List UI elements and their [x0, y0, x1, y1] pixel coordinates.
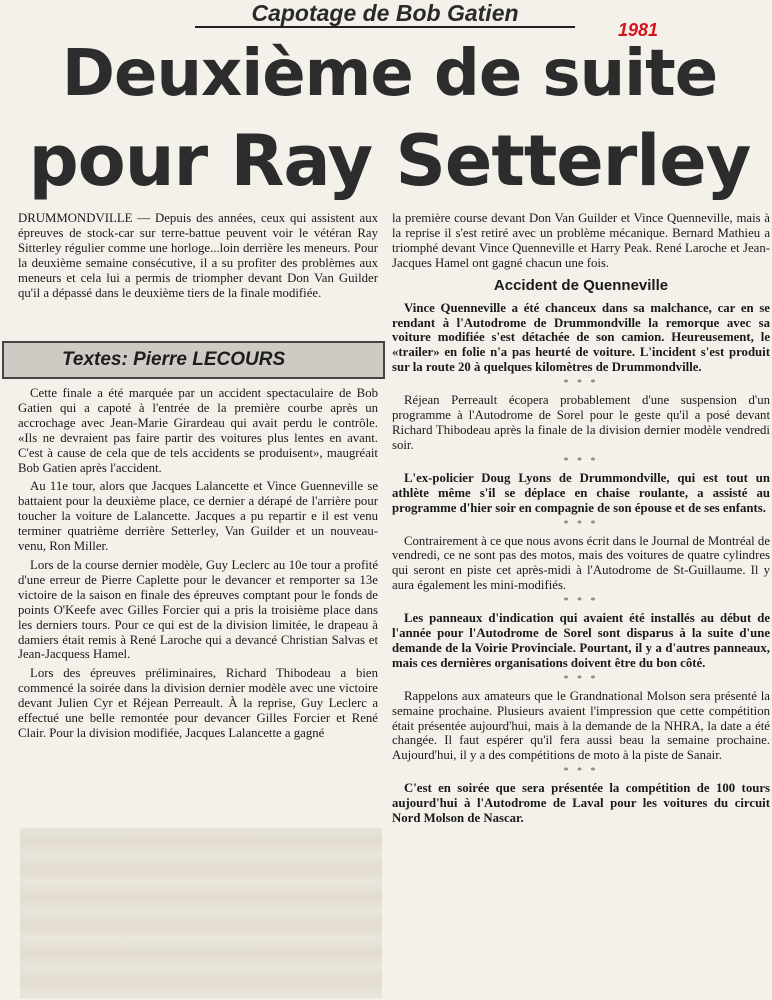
brief-paragraph: Les panneaux d'indication qui avaient été installés au début de l'année pour l'Autodrome de Sorel sont disparus à la suite d'une demande de la Voirie Provinciale. Pourtant, il y a d'autres panneaux, mais ces dernières organisations doivent être du bon côté. [392, 611, 770, 670]
left-column-intro [18, 211, 378, 304]
brief-paragraph: Vince Quenneville a été chanceux dans sa malchance, car en se rendant à l'Autodrome de Drummondville la remorque avec sa voiture modifiée s'est détachée de son camion. Heureusement, le «trailer» en folie n'a pas heurté de voiture. L'incident s'est produit sur la route 20 à quelques kilomètres de Drummondville. [392, 300, 770, 375]
article-paragraph: DRUMMONDVILLE — Depuis des années, ceux qui assistent aux épreuves de stock-car sur terre-battue peuvent voir le vétéran Ray Sitterley régulier comme une horloge...loin derrière les meneurs. Pour la deuxième semaine consécutive, il a su profiter des problèmes aux meneurs et cela lui a permis de triompher devant Don Van Guilder qu'il a dépassé dans le deuxième tiers de la finale modifiée. [18, 211, 378, 300]
left-column [18, 386, 378, 745]
brief-paragraph: Rappelons aux amateurs que le Grandnational Molson sera présenté la semaine prochaine. Plusieurs avaient l'impression que cette compétition était présentée aujourd'hui, mais à la demande de la NHRA, la date a été changée. Il faut espérer qu'il fera aussi beau la semaine prochaine. Aujourd'hui, il y a des compétitions de moto à la piste de Sanair. [392, 688, 770, 763]
headline-line-1: Deuxième de suite [61, 37, 718, 111]
article-paragraph: Au 11e tour, alors que Jacques Lalancette et Vince Guenneville se battaient pour la deuxième place, ce dernier a dérapé de l'arrière pour toucher la voiture de Lalancette. Jacques a pu repartir e il est venu terminer quatrième derrière Setterley, Van Guilder et un nouveau-venu, Ron Miller. [18, 479, 378, 554]
kicker: Capotage de Bob Gatien [251, 0, 519, 26]
right-column [392, 211, 770, 829]
article-paragraph: Lors des épreuves préliminaires, Richard Thibodeau a bien commencé la soirée dans la division dernier modèle avec une victoire devant Julien Cyr et Réjean Perreault. À la reprise, Guy Leclerc a effectué une belle remontée pour devancer Gilles Forcier et René Clair. Pour la division modifiée, Jacques Lalancette a gagné [18, 666, 378, 740]
brief-paragraph: Contrairement à ce que nous avons écrit dans le Journal de Montréal de vendredi, ce ne sont pas des motos, mais des voitures de quatre cylindres qui seront en piste cet après-midi à l'Autodrome de St-Guillaume. Il y aura également les mini-modifiés. [392, 533, 771, 593]
blurred-area [20, 828, 382, 998]
byline: Textes: Pierre LECOURS [62, 349, 286, 370]
brief-paragraph: Réjean Perreault écopera probablement d'une suspension d'un programme à l'Autodrome de Sorel pour le geste qu'il a posé devant Richard Thibodeau après la finale de la division dernier modèle vendredi soir. [392, 393, 770, 452]
separator-stars: * * * [563, 596, 599, 608]
brief-paragraph: L'ex-policier Doug Lyons de Drummondville, qui est tout un athlète même s'il se déplace en chaise roulante, a assisté au programme d'hier soir en compagnie de son épouse et de ses enfants. [392, 470, 770, 515]
subheading: Accident de Quenneville [493, 276, 669, 294]
year-label: 1981 [618, 20, 659, 40]
kicker-underline [195, 26, 575, 28]
separator-stars: * * * [563, 766, 599, 778]
separator-stars: * * * [563, 455, 599, 467]
separator-stars: * * * [563, 518, 599, 530]
article-paragraph: la première course devant Don Van Guilder et Vince Quenneville, mais à la reprise il s'est retiré avec un problème mécanique. Bernard Mathieu a triomphé devant Vince Quenneville et Harry Peak. René Laroche et Jean-Jacques Hamel ont gagné chacun une fois. [392, 211, 770, 270]
brief-paragraph: C'est en soirée que sera présentée la compétition de 100 tours aujourd'hui à l'Autodrome de Laval pour les voitures du circuit Nord Molson de Nascar. [392, 781, 770, 826]
kicker-block [195, 0, 575, 28]
article-paragraph: Cette finale a été marquée par un accident spectaculaire de Bob Gatien qui a capoté à l'entrée de la première courbe après un accrochage avec Jean-Marie Girardeau qui avait perdu le contrôle. «Ils ne devraient pas faire partir des voitures plus lentes en avant. C'est à cause de cela que de tels accidents se produisent», maugréait Bob Gatien après l'accident. [18, 386, 378, 475]
article-paragraph: Lors de la course dernier modèle, Guy Leclerc au 10e tour a profité d'une erreur de Pierre Caplette pour le devancer et remporter sa 13e victoire de la saison en finale des épreuves comptant pour le fonds de points O'Keefe avec Gilles Forcier qui a pris la troisième place dans les derniers tours. Pour ce qui est de la division limitée, le drapeau à damiers était remis à René Laroche qui a devancé Christian Salvas et Jean-Jacquess Hamel. [18, 557, 378, 662]
separator-stars: * * * [563, 378, 599, 390]
byline-box [2, 341, 385, 379]
separator-stars: * * * [563, 673, 599, 685]
headline-line-2: pour Ray Setterley [28, 120, 751, 202]
